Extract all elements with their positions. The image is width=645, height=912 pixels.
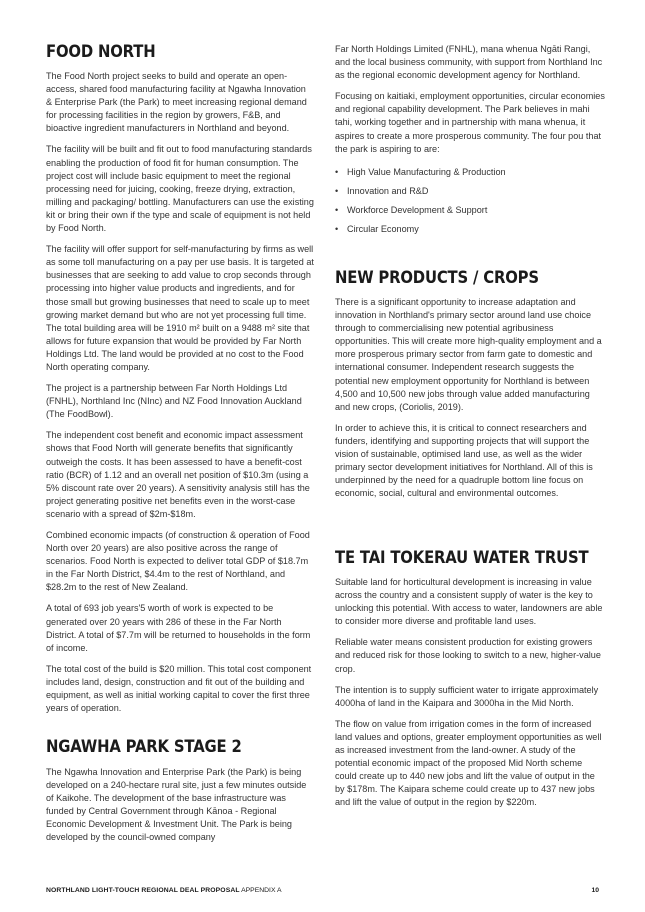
paragraph: Far North Holdings Limited (FNHL), mana whenua Ngāti Rangi, and the local business community, with support from Northland Inc as the regional economic development agency for Northland. bbox=[335, 44, 603, 81]
paragraph: The flow on value from irrigation comes in the form of increased land values and options, greater employment opportunities as well as increased investment from the land-owner. A study of the potential economic impact of the proposed Mid North scheme could create up to 440 new jobs and lift the value of output in the by $178m. The Kaipara scheme could create up to 437 new jobs and lift the value of output in the region by $220m. bbox=[335, 718, 602, 808]
doc-title: NORTHLAND LIGHT-TOUCH REGIONAL DEAL PROPOSAL bbox=[46, 886, 240, 894]
paragraph: The total cost of the build is $20 million. This total cost component includes land, design, construction and fit out of the building and equipment, as well as initial working capital to cover the first three years of operation. bbox=[46, 663, 312, 714]
footer-title bbox=[46, 887, 282, 894]
paragraph: In order to achieve this, it is critical to connect researchers and funders, identifying and supporting projects that will support the vision of sustainable, optimised land use, as well as the wider primary sector development initiatives for Northland. All of this is underpinned by the need for a quadruple bottom line focus on economic, social, cultural and environmental outcomes. bbox=[335, 422, 593, 499]
paragraph: There is a significant opportunity to increase adaptation and innovation in Northland's primary sector around land use choice through to commercialising new potential agribusiness opportunities. This will create more high-quality employment and a more prosperous primary sector from farm gate to domestic and international consumer. Independent research suggests the potential new employment opportunity for Northland is between 4,500 and 10,500 new jobs through value added manufacturing and new crops, (Coriolis, 2019). bbox=[335, 297, 602, 412]
paragraph: The independent cost benefit and economic impact assessment shows that Food North will generate benefits that significantly outweigh the costs. It has been assessed to have a benefit-cost ratio (BCR) of 1.12 and an overall net position of $10.3m (using a 5% discount rate over 20 years). A sensitivity analysis still has the project generating positive net benefits even in the worst-case scenario with a spread of $2m-$18m. bbox=[46, 430, 310, 519]
list-item: • Innovation and R&D bbox=[335, 185, 605, 198]
paragraph: The facility will offer support for self-manufacturing by firms as well as some toll manufacturing on a pay per use basis. It is targeted at businesses that are seeking to add value to crop seconds through processing into higher value products and ingredients, and for those small but growing businesses that need to scale up to meet growing market demand but who are not yet processing full time. The total building area will be 1910 m² built on a 9488 m² site that allows for future expansion that would be provided by Far North Holdings Ltd. The land would be provided at no cost to the Food North operating company. bbox=[46, 244, 314, 372]
paragraph: Reliable water means consistent production for existing growers and reduced risk for those looking to switch to a new, higher-value crop. bbox=[335, 637, 601, 674]
page-footer bbox=[46, 884, 599, 896]
paragraph: Focusing on kaitiaki, employment opportunities, circular economies and regional capability development. The Park believes in mahi tahi, working together and in partnership with mana whenua, it aspires to create a more prosperous community. The four pou that the park is aspiring to are: bbox=[335, 91, 605, 154]
paragraph: The project is a partnership between Far North Holdings Ltd (FNHL), Northland Inc (NInc) and NZ Food Innovation Auckland (The FoodBowl). bbox=[46, 383, 302, 420]
paragraph: A total of 693 job years'5 worth of work is expected to be generated over 20 years with 286 of these in the Far North District. A total of $7.7m will be returned to households in the form of income. bbox=[46, 603, 311, 653]
water-trust-heading: TE TAI TOKERAU WATER TRUST bbox=[335, 548, 589, 567]
ngawha-park-heading: NGAWHA PARK STAGE 2 bbox=[46, 737, 242, 756]
ngawha-intro-start bbox=[46, 766, 314, 846]
paragraph: The Food North project seeks to build and operate an open-access, shared food manufacturing facility at Ngawha Innovation & Enterprise Park (the Park) to meet increasing regional demand for processing facilities in the region by growers, F&B, and bioactive ingredient manufacturers in Northland and beyond. bbox=[46, 71, 307, 134]
appendix-label: APPENDIX A bbox=[241, 886, 282, 894]
list-item: • High Value Manufacturing & Production bbox=[335, 166, 605, 179]
paragraph: The Ngawha Innovation and Enterprise Park (the Park) is being developed on a 240-hectare rural site, just a few minutes outside of Kaikohe. The development of the base infrastructure was funded by Central Government through Kānoa - Regional Economic Development & Investment Unit. The Park is being developed by the council-owned company bbox=[46, 767, 307, 843]
paragraph: Combined economic impacts (of construction & operation of Food North over 20 years) are also positive across the range of scenarios. Food North is expected to deliver total GDP of $18.7m in the Far North District, $4.4m to the rest of Northland, and $28.2m to the rest of New Zealand. bbox=[46, 530, 310, 593]
pou-list bbox=[335, 166, 605, 236]
food-north-heading: FOOD NORTH bbox=[46, 42, 156, 61]
new-products-heading: NEW PRODUCTS / CROPS bbox=[335, 268, 539, 287]
list-item: • Circular Economy bbox=[335, 223, 605, 236]
paragraph: Suitable land for horticultural development is increasing in value across the country and a consistent supply of water is the key to unlocking this potential. With access to water, landowners are able to consider more diverse and profitable land uses. bbox=[335, 577, 603, 627]
page-number: 10 bbox=[591, 886, 599, 894]
paragraph: The intention is to supply sufficient water to irrigate approximately 4000ha of land in the Kaipara and 3000ha in the Mid North. bbox=[335, 684, 599, 708]
paragraph: The facility will be built and fit out to food manufacturing standards enabling the production of food fit for human consumption. The project cost will include basic equipment to meet the regional processing need for juicing, cooking, freeze drying, extraction, milling and packaging/ bottling. Manufacturers can use the existing kit or bring their own if the type and scale of equipment is not held by Food North. bbox=[46, 144, 314, 234]
list-item: • Workforce Development & Support bbox=[335, 204, 605, 217]
